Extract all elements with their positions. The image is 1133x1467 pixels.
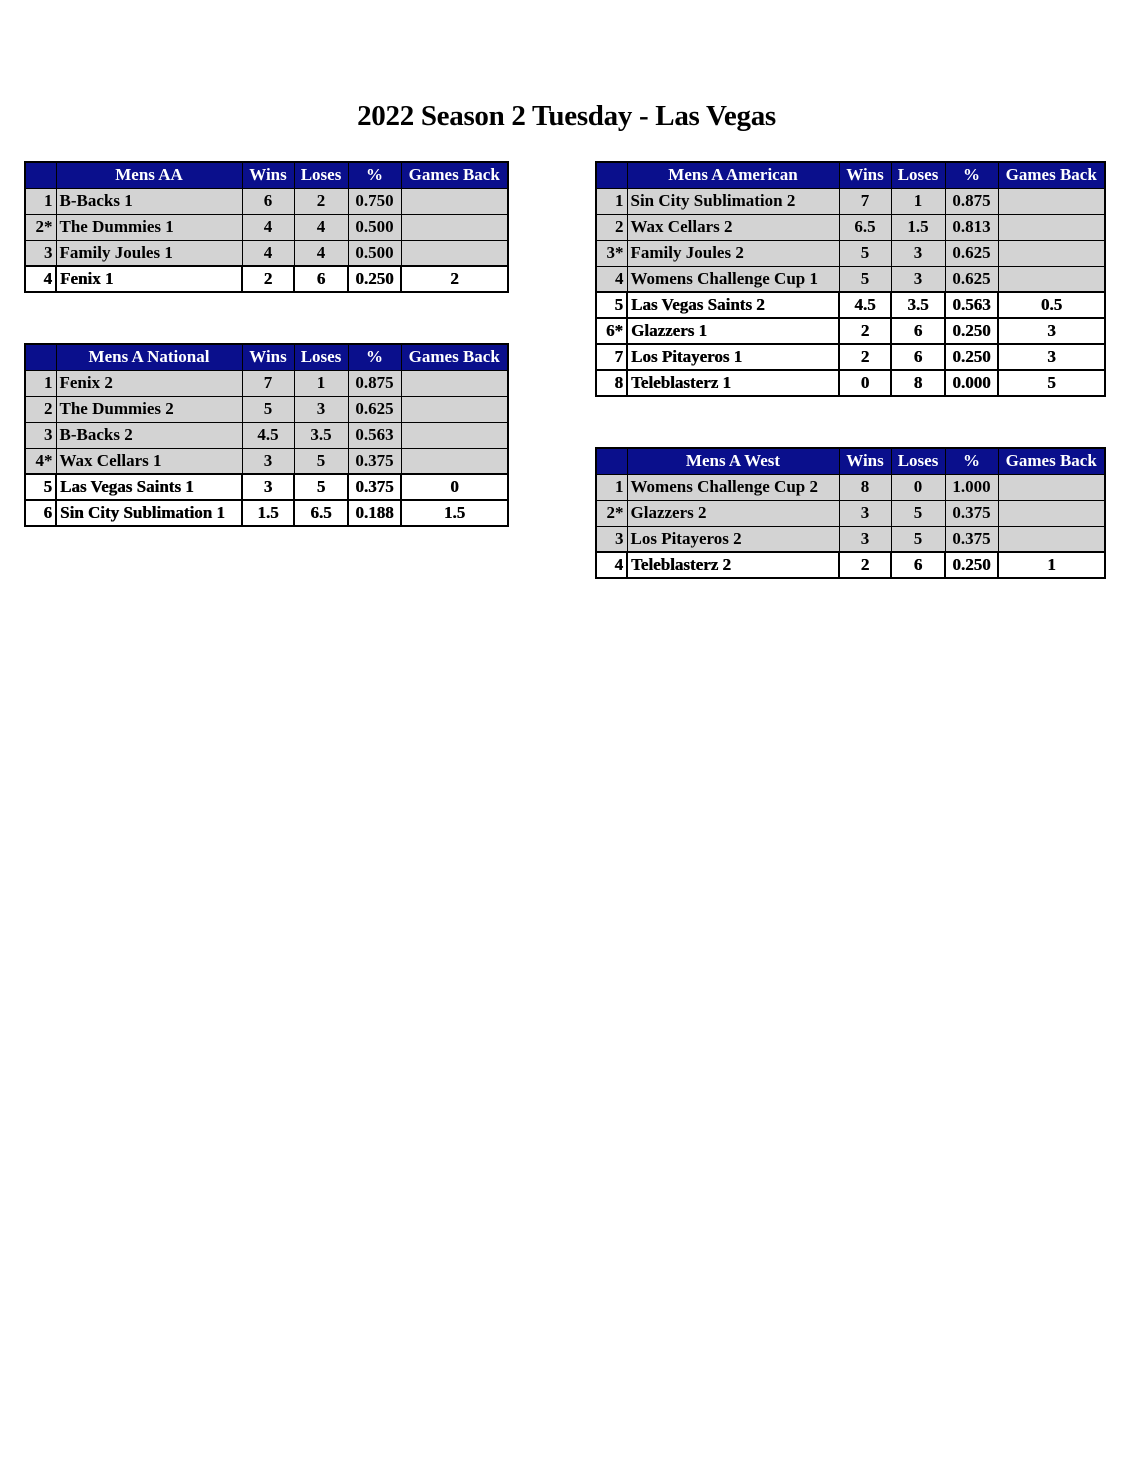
rank-cell: 1 [25,188,56,214]
table-row [25,500,508,526]
loses-cell: 1.5 [891,214,945,240]
team-name-cell: Los Pitayeros 2 [627,526,839,552]
pct-header: % [348,344,401,370]
rank-header [25,162,56,188]
wins-cell: 1.5 [242,500,294,526]
pct-cell: 0.000 [945,370,998,396]
wins-cell: 2 [839,318,891,344]
games-back-cell: 0 [401,474,508,500]
rank-cell: 2 [25,396,56,422]
wins-cell: 5 [839,240,891,266]
team-name-cell: Teleblasterz 2 [627,552,839,578]
games-back-cell [401,240,508,266]
team-name-cell: The Dummies 2 [56,396,242,422]
team-name-cell: Las Vegas Saints 2 [627,292,839,318]
rank-cell: 3* [596,240,627,266]
pct-cell: 0.750 [348,188,401,214]
games-back-cell: 3 [998,344,1105,370]
table-row [25,188,508,214]
table-row [596,266,1105,292]
rank-cell: 1 [25,370,56,396]
table-row [25,214,508,240]
loses-cell: 4 [294,240,348,266]
pct-cell: 0.375 [945,526,998,552]
table-row [596,474,1105,500]
table-row [596,370,1105,396]
rank-cell: 2 [596,214,627,240]
pct-cell: 0.875 [945,188,998,214]
table-row [596,214,1105,240]
team-name-cell: Womens Challenge Cup 1 [627,266,839,292]
games-back-cell: 1.5 [401,500,508,526]
pct-cell: 0.250 [945,318,998,344]
pct-cell: 0.250 [945,344,998,370]
wins-cell: 6 [242,188,294,214]
team-name-cell: Las Vegas Saints 1 [56,474,242,500]
loses-cell: 6 [891,318,945,344]
games-back-cell [998,214,1105,240]
games-back-cell [401,448,508,474]
table-row [25,448,508,474]
games-back-header: Games Back [401,162,508,188]
pct-cell: 0.563 [348,422,401,448]
loses-cell: 5 [891,526,945,552]
rank-cell: 4 [596,266,627,292]
pct-cell: 0.813 [945,214,998,240]
games-back-cell [998,188,1105,214]
pct-cell: 0.625 [945,240,998,266]
team-name-cell: B-Backs 2 [56,422,242,448]
wins-cell: 6.5 [839,214,891,240]
loses-header: Loses [891,162,945,188]
games-back-cell: 0.5 [998,292,1105,318]
pct-cell: 1.000 [945,474,998,500]
division-table-mens-aa [24,161,509,293]
games-back-cell [401,370,508,396]
pct-cell: 0.250 [945,552,998,578]
loses-cell: 1 [891,188,945,214]
rank-header [596,162,627,188]
table-row [25,266,508,292]
games-back-cell [998,474,1105,500]
team-name-cell: Wax Cellars 2 [627,214,839,240]
pct-cell: 0.250 [348,266,401,292]
division-name: Mens A National [56,344,242,370]
division-name: Mens AA [56,162,242,188]
wins-cell: 3 [839,500,891,526]
loses-cell: 3 [891,266,945,292]
wins-cell: 5 [839,266,891,292]
pct-cell: 0.625 [348,396,401,422]
rank-header [25,344,56,370]
pct-cell: 0.375 [348,448,401,474]
loses-cell: 2 [294,188,348,214]
table-row [596,188,1105,214]
team-name-cell: Teleblasterz 1 [627,370,839,396]
loses-header: Loses [891,448,945,474]
table-header-row [596,448,1105,474]
table-row [25,474,508,500]
wins-cell: 8 [839,474,891,500]
games-back-cell [998,266,1105,292]
table-row [25,370,508,396]
wins-cell: 2 [839,344,891,370]
games-back-cell [401,214,508,240]
table-row [596,526,1105,552]
loses-cell: 3.5 [891,292,945,318]
wins-cell: 4 [242,214,294,240]
loses-cell: 4 [294,214,348,240]
rank-cell: 7 [596,344,627,370]
rank-header [596,448,627,474]
pct-cell: 0.375 [945,500,998,526]
division-name: Mens A West [627,448,839,474]
wins-cell: 2 [839,552,891,578]
loses-cell: 5 [294,474,348,500]
rank-cell: 6* [596,318,627,344]
table-row [596,552,1105,578]
pct-cell: 0.500 [348,240,401,266]
team-name-cell: Family Joules 2 [627,240,839,266]
loses-header: Loses [294,344,348,370]
table-row [25,240,508,266]
games-back-cell [401,188,508,214]
pct-cell: 0.500 [348,214,401,240]
loses-cell: 5 [891,500,945,526]
rank-cell: 3 [25,240,56,266]
team-name-cell: Sin City Sublimation 2 [627,188,839,214]
games-back-cell: 2 [401,266,508,292]
wins-cell: 3 [839,526,891,552]
table-row [596,240,1105,266]
wins-header: Wins [242,344,294,370]
wins-cell: 4 [242,240,294,266]
wins-cell: 5 [242,396,294,422]
wins-cell: 0 [839,370,891,396]
loses-cell: 3 [294,396,348,422]
pct-cell: 0.875 [348,370,401,396]
loses-header: Loses [294,162,348,188]
wins-cell: 7 [839,188,891,214]
wins-cell: 4.5 [242,422,294,448]
loses-cell: 1 [294,370,348,396]
table-row [596,344,1105,370]
division-table-mens-a-american [595,161,1106,397]
games-back-cell [401,422,508,448]
loses-cell: 0 [891,474,945,500]
loses-cell: 8 [891,370,945,396]
team-name-cell: Family Joules 1 [56,240,242,266]
table-row [596,292,1105,318]
loses-cell: 6 [294,266,348,292]
wins-cell: 4.5 [839,292,891,318]
rank-cell: 1 [596,474,627,500]
loses-cell: 3 [891,240,945,266]
loses-cell: 3.5 [294,422,348,448]
table-header-row [596,162,1105,188]
table-row [596,318,1105,344]
division-name: Mens A American [627,162,839,188]
games-back-cell [998,500,1105,526]
pct-header: % [945,448,998,474]
rank-cell: 8 [596,370,627,396]
pct-cell: 0.625 [945,266,998,292]
games-back-cell [998,240,1105,266]
loses-cell: 5 [294,448,348,474]
team-name-cell: Glazzers 1 [627,318,839,344]
games-back-header: Games Back [998,162,1105,188]
team-name-cell: The Dummies 1 [56,214,242,240]
wins-cell: 3 [242,448,294,474]
team-name-cell: B-Backs 1 [56,188,242,214]
loses-cell: 6 [891,552,945,578]
games-back-cell: 5 [998,370,1105,396]
table-row [25,396,508,422]
wins-header: Wins [839,162,891,188]
games-back-cell [998,526,1105,552]
team-name-cell: Fenix 2 [56,370,242,396]
rank-cell: 5 [596,292,627,318]
pct-header: % [348,162,401,188]
wins-header: Wins [242,162,294,188]
games-back-header: Games Back [401,344,508,370]
team-name-cell: Sin City Sublimation 1 [56,500,242,526]
rank-cell: 4* [25,448,56,474]
team-name-cell: Fenix 1 [56,266,242,292]
games-back-header: Games Back [998,448,1105,474]
games-back-cell: 3 [998,318,1105,344]
rank-cell: 3 [596,526,627,552]
table-header-row [25,344,508,370]
team-name-cell: Womens Challenge Cup 2 [627,474,839,500]
wins-cell: 2 [242,266,294,292]
rank-cell: 4 [25,266,56,292]
rank-cell: 2* [25,214,56,240]
rank-cell: 4 [596,552,627,578]
loses-cell: 6 [891,344,945,370]
team-name-cell: Los Pitayeros 1 [627,344,839,370]
loses-cell: 6.5 [294,500,348,526]
wins-header: Wins [839,448,891,474]
rank-cell: 1 [596,188,627,214]
team-name-cell: Wax Cellars 1 [56,448,242,474]
rank-cell: 3 [25,422,56,448]
pct-header: % [945,162,998,188]
games-back-cell [401,396,508,422]
wins-cell: 7 [242,370,294,396]
wins-cell: 3 [242,474,294,500]
division-table-mens-a-west [595,447,1106,579]
rank-cell: 2* [596,500,627,526]
games-back-cell: 1 [998,552,1105,578]
rank-cell: 6 [25,500,56,526]
table-row [596,500,1105,526]
table-row [25,422,508,448]
pct-cell: 0.375 [348,474,401,500]
page-title: 2022 Season 2 Tuesday - Las Vegas [357,100,776,132]
table-header-row [25,162,508,188]
pct-cell: 0.563 [945,292,998,318]
team-name-cell: Glazzers 2 [627,500,839,526]
pct-cell: 0.188 [348,500,401,526]
rank-cell: 5 [25,474,56,500]
division-table-mens-a-national [24,343,509,527]
